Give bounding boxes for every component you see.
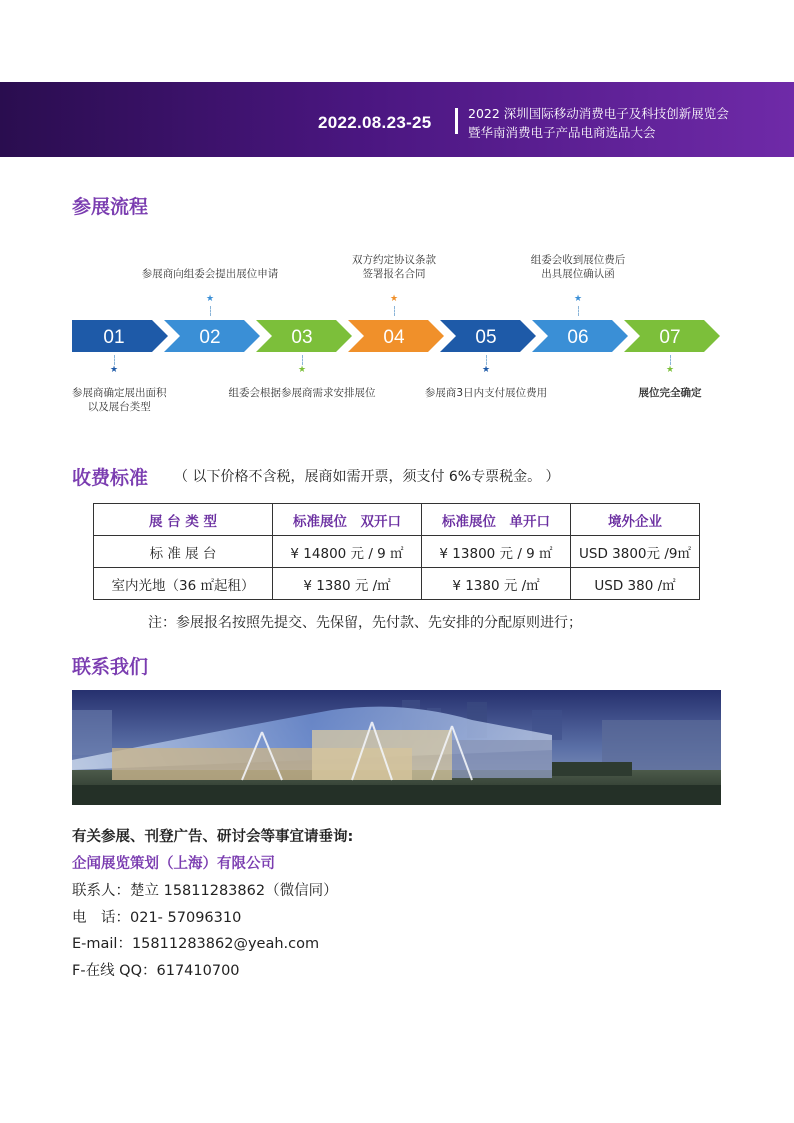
table-cell: 室内光地（36 ㎡起租） bbox=[94, 568, 273, 600]
allocation-note: 注：参展报名按照先提交、先保留，先付款、先安排的分配原则进行； bbox=[148, 615, 582, 631]
inquiry-heading: 有关参展、刊登广告、研讨会等事宜请垂询: bbox=[72, 829, 354, 845]
star-icon: ★ bbox=[574, 294, 583, 304]
step-number: 03 bbox=[291, 327, 313, 348]
process-flow bbox=[0, 0, 794, 420]
fee-table-header bbox=[94, 504, 700, 536]
col-standard-double: 标准展位 双开口 bbox=[273, 504, 422, 536]
step-label bbox=[425, 386, 547, 400]
step-label-line: 参展商确定展出面积 bbox=[72, 387, 167, 399]
step-connector bbox=[210, 306, 211, 316]
step-label bbox=[142, 267, 279, 281]
contact-phone: 电 话：021- 57096310 bbox=[72, 910, 242, 926]
star-icon: ★ bbox=[298, 365, 307, 375]
contact-qq: F-在线 QQ：617410700 bbox=[72, 963, 240, 979]
step-number: 06 bbox=[567, 327, 589, 348]
fees-section-title: 收费标准 bbox=[72, 467, 149, 489]
venue-photo bbox=[72, 690, 721, 805]
step-label bbox=[72, 386, 167, 414]
step-label-line: 签署报名合同 bbox=[362, 268, 426, 280]
event-subtitle: 暨华南消费电子产品电商选品大会 bbox=[468, 125, 656, 140]
step-label bbox=[352, 253, 436, 281]
company-name: 企闻展览策划（上海）有限公司 bbox=[72, 856, 275, 872]
step-label-line: 出具展位确认函 bbox=[541, 268, 615, 280]
step-label-line: 参展商3日内支付展位费用 bbox=[424, 387, 548, 399]
step-number: 04 bbox=[383, 327, 405, 348]
star-icon: ★ bbox=[110, 365, 119, 375]
contact-person: 联系人：楚立 15811283862（微信同） bbox=[72, 883, 338, 899]
step-number: 01 bbox=[103, 327, 125, 348]
col-booth-type: 展 台 类 型 bbox=[94, 504, 273, 536]
table-cell: 标 准 展 台 bbox=[94, 536, 273, 568]
step-number: 02 bbox=[199, 327, 221, 348]
col-overseas: 境外企业 bbox=[571, 504, 700, 536]
table-row bbox=[94, 536, 700, 568]
table-cell: ¥ 13800 元 / 9 ㎡ bbox=[422, 536, 571, 568]
step-label-line: 组委会根据参展商需求安排展位 bbox=[228, 387, 376, 399]
step-label-line: 展位完全确定 bbox=[638, 387, 702, 399]
star-icon: ★ bbox=[390, 294, 399, 304]
step-label bbox=[531, 253, 626, 281]
star-icon: ★ bbox=[206, 294, 215, 304]
step-label-line: 双方约定协议条款 bbox=[352, 254, 436, 266]
star-icon: ★ bbox=[666, 365, 675, 375]
step-label-line: 参展商向组委会提出展位申请 bbox=[141, 268, 279, 280]
process-section-title: 参展流程 bbox=[72, 196, 149, 218]
step-label-line: 以及展台类型 bbox=[87, 401, 151, 413]
step-label bbox=[229, 386, 376, 400]
contact-email[interactable]: E-mail：15811283862@yeah.com bbox=[72, 936, 320, 952]
step-label-line: 组委会收到展位费后 bbox=[530, 254, 626, 266]
fee-table bbox=[93, 503, 700, 600]
step-label bbox=[639, 386, 702, 400]
step-connector bbox=[578, 306, 579, 316]
step-connector bbox=[302, 355, 303, 365]
table-row bbox=[94, 568, 700, 600]
table-cell: ¥ 1380 元 /㎡ bbox=[422, 568, 571, 600]
event-title: 2022 深圳国际移动消费电子及科技创新展览会 bbox=[468, 106, 729, 121]
step-connector bbox=[670, 355, 671, 365]
step-number: 05 bbox=[475, 327, 497, 348]
step-connector bbox=[114, 355, 115, 365]
event-date: 2022.08.23-25 bbox=[318, 113, 432, 132]
table-cell: ¥ 14800 元 / 9 ㎡ bbox=[273, 536, 422, 568]
step-connector bbox=[394, 306, 395, 316]
table-cell: USD 3800元 /9㎡ bbox=[571, 536, 700, 568]
table-cell: ¥ 1380 元 /㎡ bbox=[273, 568, 422, 600]
step-connector bbox=[486, 355, 487, 365]
step-number: 07 bbox=[659, 327, 681, 348]
col-standard-single: 标准展位 单开口 bbox=[422, 504, 571, 536]
venue-illustration bbox=[72, 690, 721, 805]
star-icon: ★ bbox=[482, 365, 491, 375]
contact-section-title: 联系我们 bbox=[72, 656, 149, 678]
fees-tax-note: （ 以下价格不含税，展商如需开票，须支付 6%专票税金。 ） bbox=[174, 469, 560, 485]
table-cell: USD 380 /㎡ bbox=[571, 568, 700, 600]
